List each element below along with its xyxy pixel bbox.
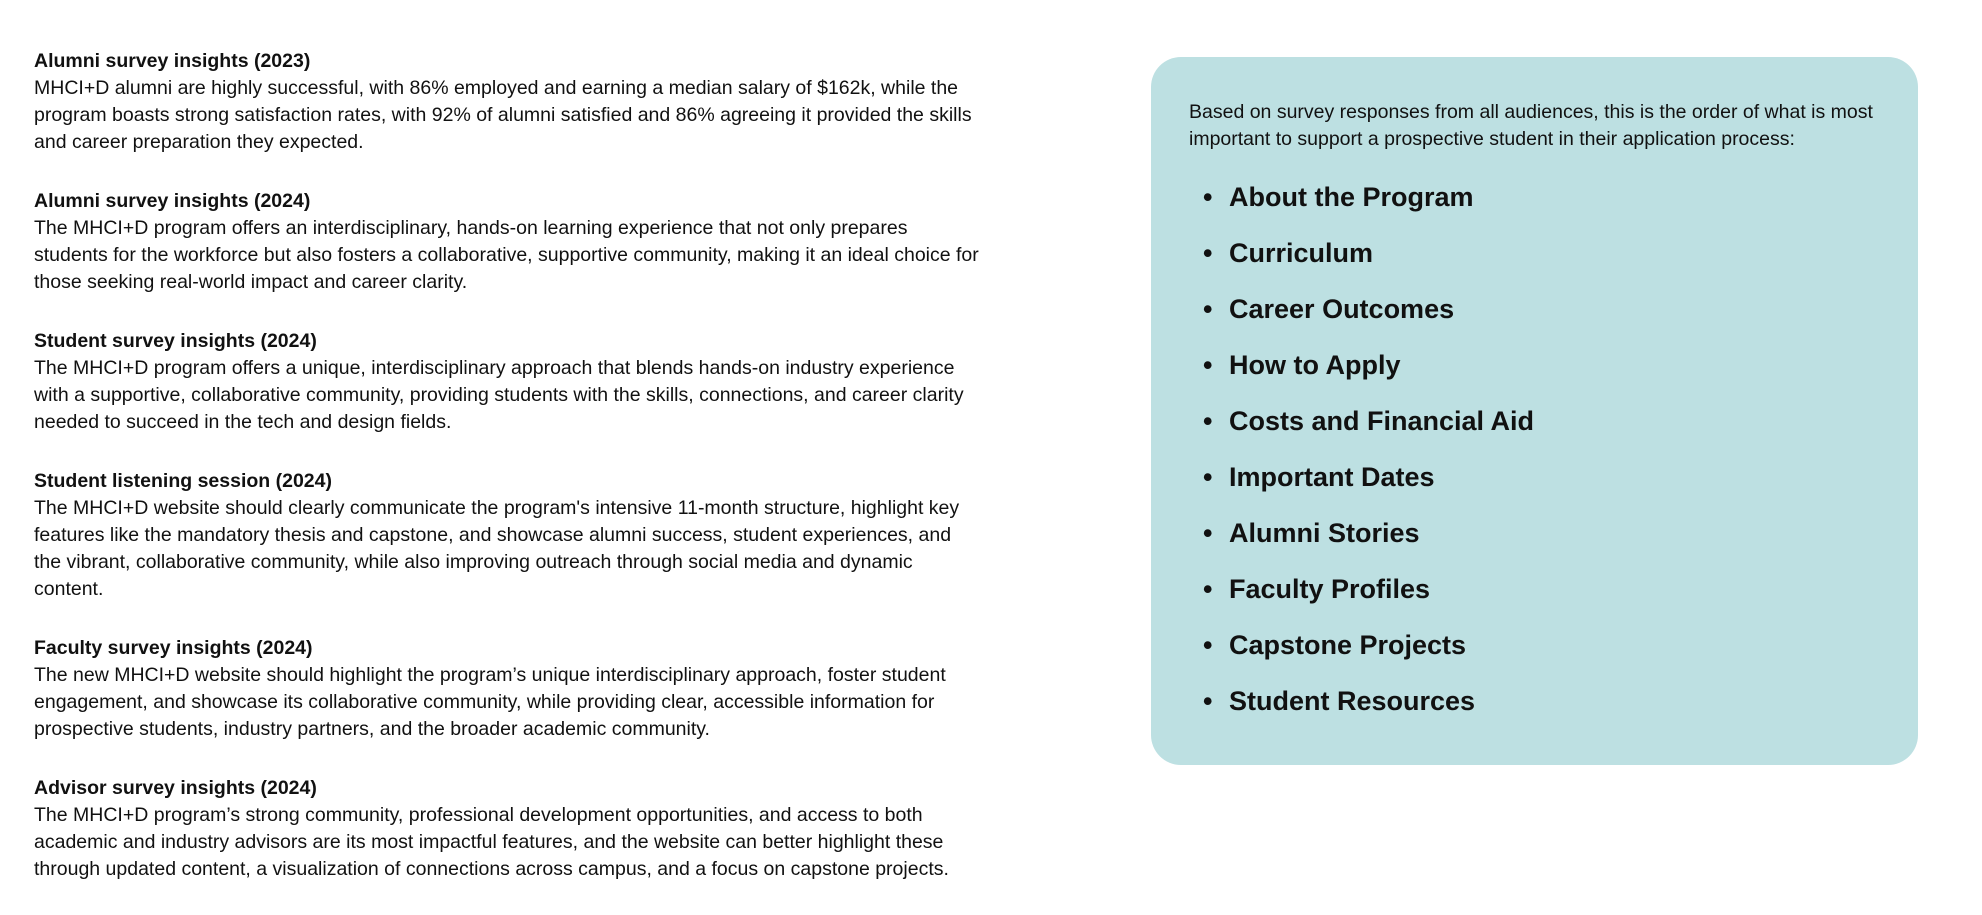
priority-item-label: About the Program (1229, 181, 1474, 212)
insight-block (34, 635, 982, 743)
insight-body: The MHCI+D program offers a unique, interdisciplinary approach that blends hands-on industry experience with a supportive, collaborative community, providing students with the skills, connections, and career clarity needed to succeed in the tech and design fields. (34, 357, 964, 433)
insight-title: Faculty survey insights (2024) (34, 637, 313, 659)
insight-block (34, 188, 982, 296)
priority-item (1189, 169, 1880, 225)
priority-item (1189, 225, 1880, 281)
insight-block (34, 328, 982, 436)
insight-title: Advisor survey insights (2024) (34, 777, 317, 799)
bullet-icon: • (1203, 181, 1213, 212)
bullet-icon: • (1203, 685, 1213, 716)
insight-block (34, 775, 982, 883)
priority-item-label: Costs and Financial Aid (1229, 405, 1535, 436)
bullet-icon: • (1203, 629, 1213, 660)
priority-item (1189, 673, 1880, 729)
insight-block (34, 468, 982, 603)
priority-item (1189, 449, 1880, 505)
bullet-icon: • (1203, 517, 1213, 548)
priority-item-label: Faculty Profiles (1229, 573, 1431, 604)
priority-item (1189, 561, 1880, 617)
insight-body: The new MHCI+D website should highlight the program’s unique interdisciplinary approach, foster student engagement, and showcase its collaborative community, while providing clear, accessible information for prospective students, industry partners, and the broader academic community. (34, 664, 946, 740)
bullet-icon: • (1203, 237, 1213, 268)
insight-body: The MHCI+D program offers an interdisciplinary, hands-on learning experience that not only prepares students for the workforce but also fosters a collaborative, supportive community, making it an ideal choice for those seeking real-world impact and career clarity. (34, 217, 979, 293)
priority-item-label: Capstone Projects (1229, 629, 1467, 660)
insight-title: Student survey insights (2024) (34, 330, 317, 352)
priority-item (1189, 393, 1880, 449)
priority-item-label: Alumni Stories (1229, 517, 1420, 548)
insight-title: Alumni survey insights (2024) (34, 190, 311, 212)
insight-body: MHCI+D alumni are highly successful, with 86% employed and earning a median salary of $162k, while the program boasts strong satisfaction rates, with 92% of alumni satisfied and 86% agreeing it provided the skills and career preparation they expected. (34, 77, 972, 153)
priority-item (1189, 281, 1880, 337)
bullet-icon: • (1203, 349, 1213, 380)
insight-title: Alumni survey insights (2023) (34, 50, 311, 72)
priority-item-label: Important Dates (1229, 461, 1435, 492)
insight-block (34, 48, 982, 156)
panel-intro: Based on survey responses from all audiences, this is the order of what is most important to support a prospective student in their application process: (1189, 101, 1873, 150)
bullet-icon: • (1203, 461, 1213, 492)
priority-item-label: Student Resources (1229, 685, 1476, 716)
bullet-icon: • (1203, 293, 1213, 324)
insight-body: The MHCI+D website should clearly communicate the program's intensive 11-month structure, highlight key features like the mandatory thesis and capstone, and showcase alumni success, student experiences, and the vibrant, collaborative community, while also improving outreach through social media and dynamic content. (34, 497, 960, 600)
bullet-icon: • (1203, 405, 1213, 436)
insight-body: The MHCI+D program’s strong community, professional development opportunities, and access to both academic and industry advisors are its most impactful features, and the website can better highlight these through updated content, a visualization of connections across campus, and a focus on capstone projects. (34, 804, 949, 880)
priority-panel (1151, 57, 1918, 765)
priority-item-label: Career Outcomes (1229, 293, 1455, 324)
priority-list (1189, 169, 1880, 729)
priority-item (1189, 617, 1880, 673)
bullet-icon: • (1203, 573, 1213, 604)
priority-item (1189, 505, 1880, 561)
priority-item (1189, 337, 1880, 393)
insights-column (34, 48, 982, 915)
priority-item-label: How to Apply (1229, 349, 1401, 380)
insight-title: Student listening session (2024) (34, 470, 332, 492)
priority-item-label: Curriculum (1229, 237, 1374, 268)
